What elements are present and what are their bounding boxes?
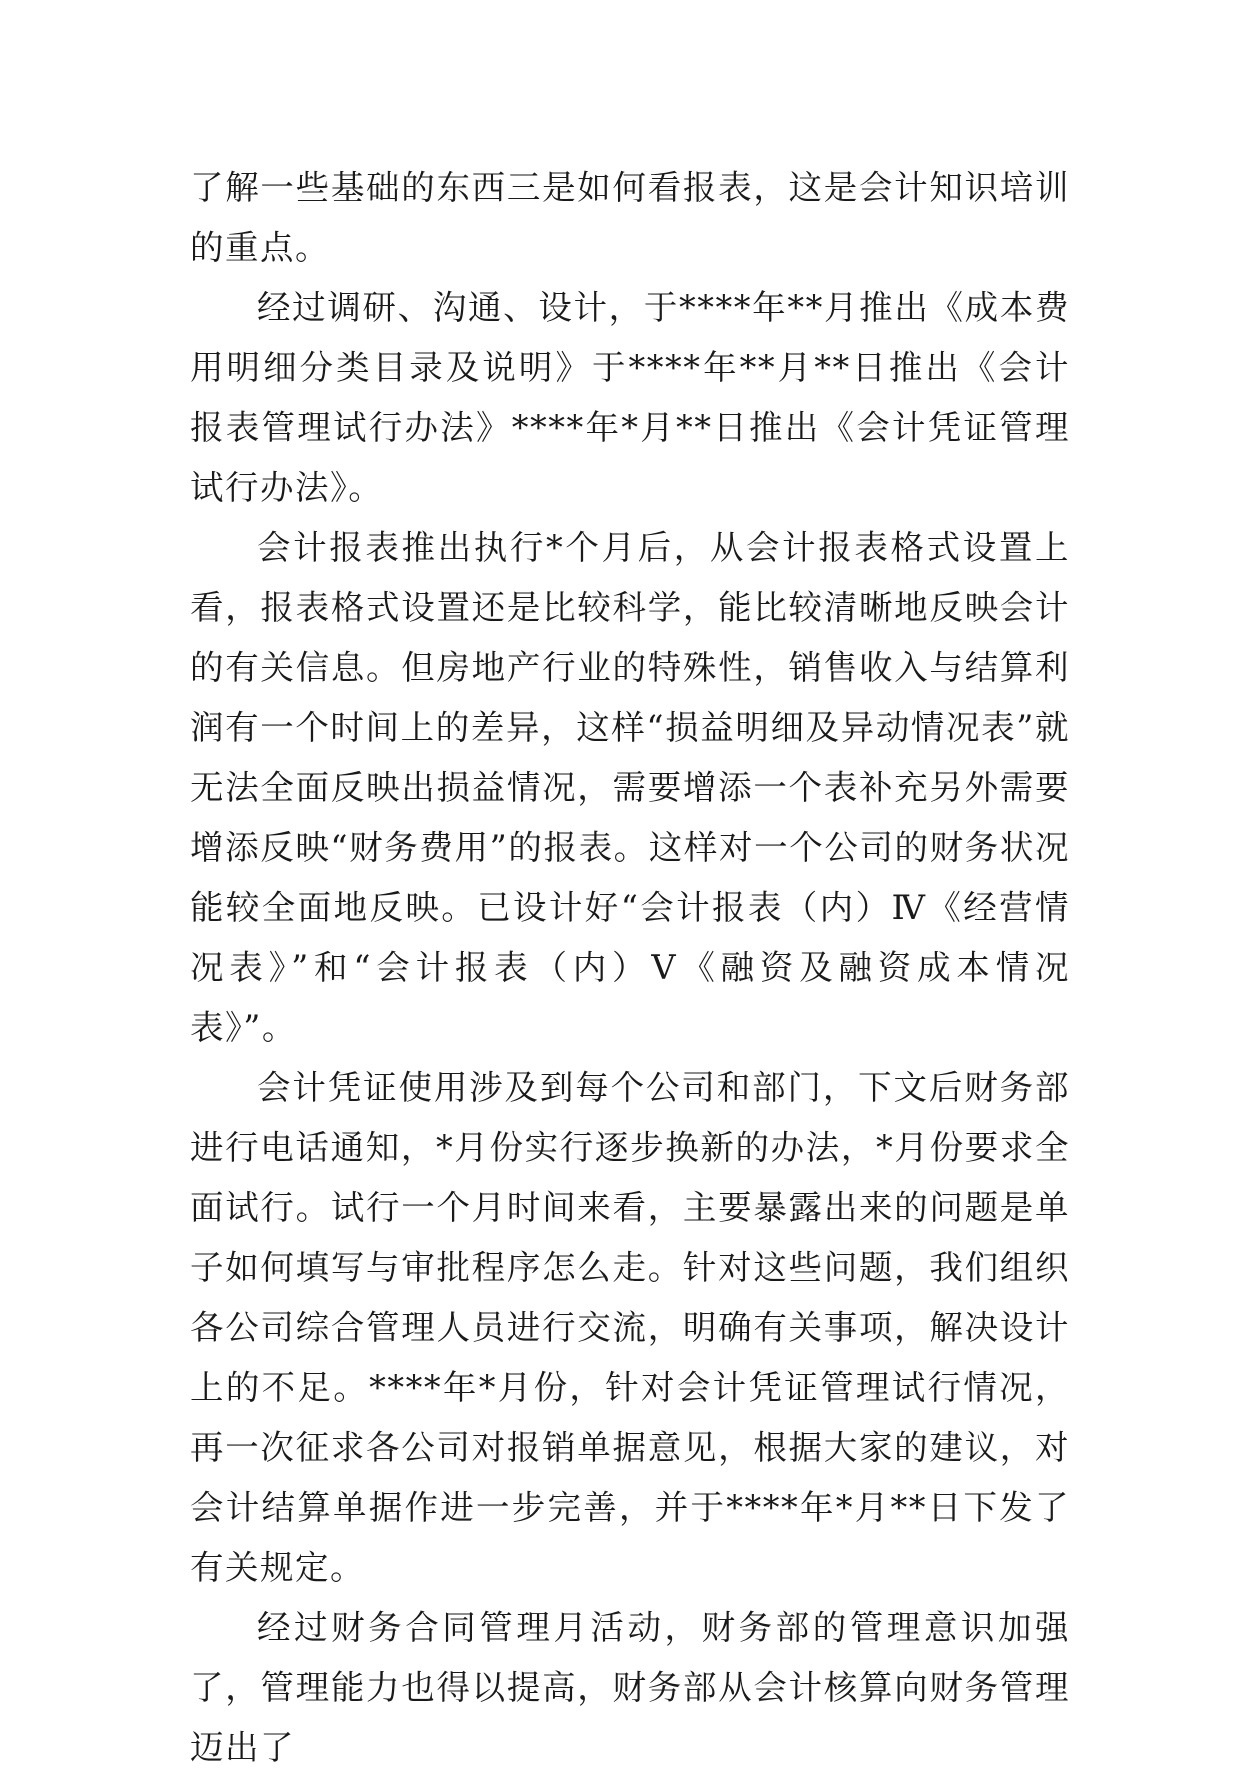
paragraph-voucher-trial: 会计凭证使用涉及到每个公司和部门，下文后财务部进行电话通知，*月份实行逐步换新的办法，*月份要求全面试行。试行一个月时间来看，主要暴露出来的问题是单子如何填写与审批程序怎么走。针对这些问题，我们组织各公司综合管理人员进行交流，明确有关事项，解决设计上的不足。****年*月份，针对会计凭证管理试行情况，再一次征求各公司对报销单据意见，根据大家的建议，对会计结算单据作进一步完善，并于****年*月**日下发了有关规定。 bbox=[190, 1068, 1070, 1587]
paragraph-continuation: 了解一些基础的东西三是如何看报表，这是会计知识培训的重点。 bbox=[190, 168, 1070, 267]
document-body bbox=[190, 158, 1070, 1778]
paragraph-report-evaluation: 会计报表推出执行*个月后，从会计报表格式设置上看，报表格式设置还是比较科学，能比较清晰地反映会计的有关信息。但房地产行业的特殊性，销售收入与结算利润有一个时间上的差异，这样“损益明细及异动情况表”就无法全面反映出损益情况，需要增添一个表补充另外需要增添反映“财务费用”的报表。这样对一个公司的财务状况能较全面地反映。已设计好“会计报表（内）Ⅳ《经营情况表》”和“会计报表（内）Ⅴ《融资及融资成本情况表》”。 bbox=[190, 528, 1070, 1047]
paragraph-policy-release: 经过调研、沟通、设计，于****年**月推出《成本费用明细分类目录及说明》于****年**月**日推出《会计报表管理试行办法》****年*月**日推出《会计凭证管理试行办法》。 bbox=[190, 288, 1070, 507]
paragraph-management-improvement: 经过财务合同管理月活动，财务部的管理意识加强了，管理能力也得以提高，财务部从会计核算向财务管理迈出了 bbox=[190, 1608, 1070, 1767]
